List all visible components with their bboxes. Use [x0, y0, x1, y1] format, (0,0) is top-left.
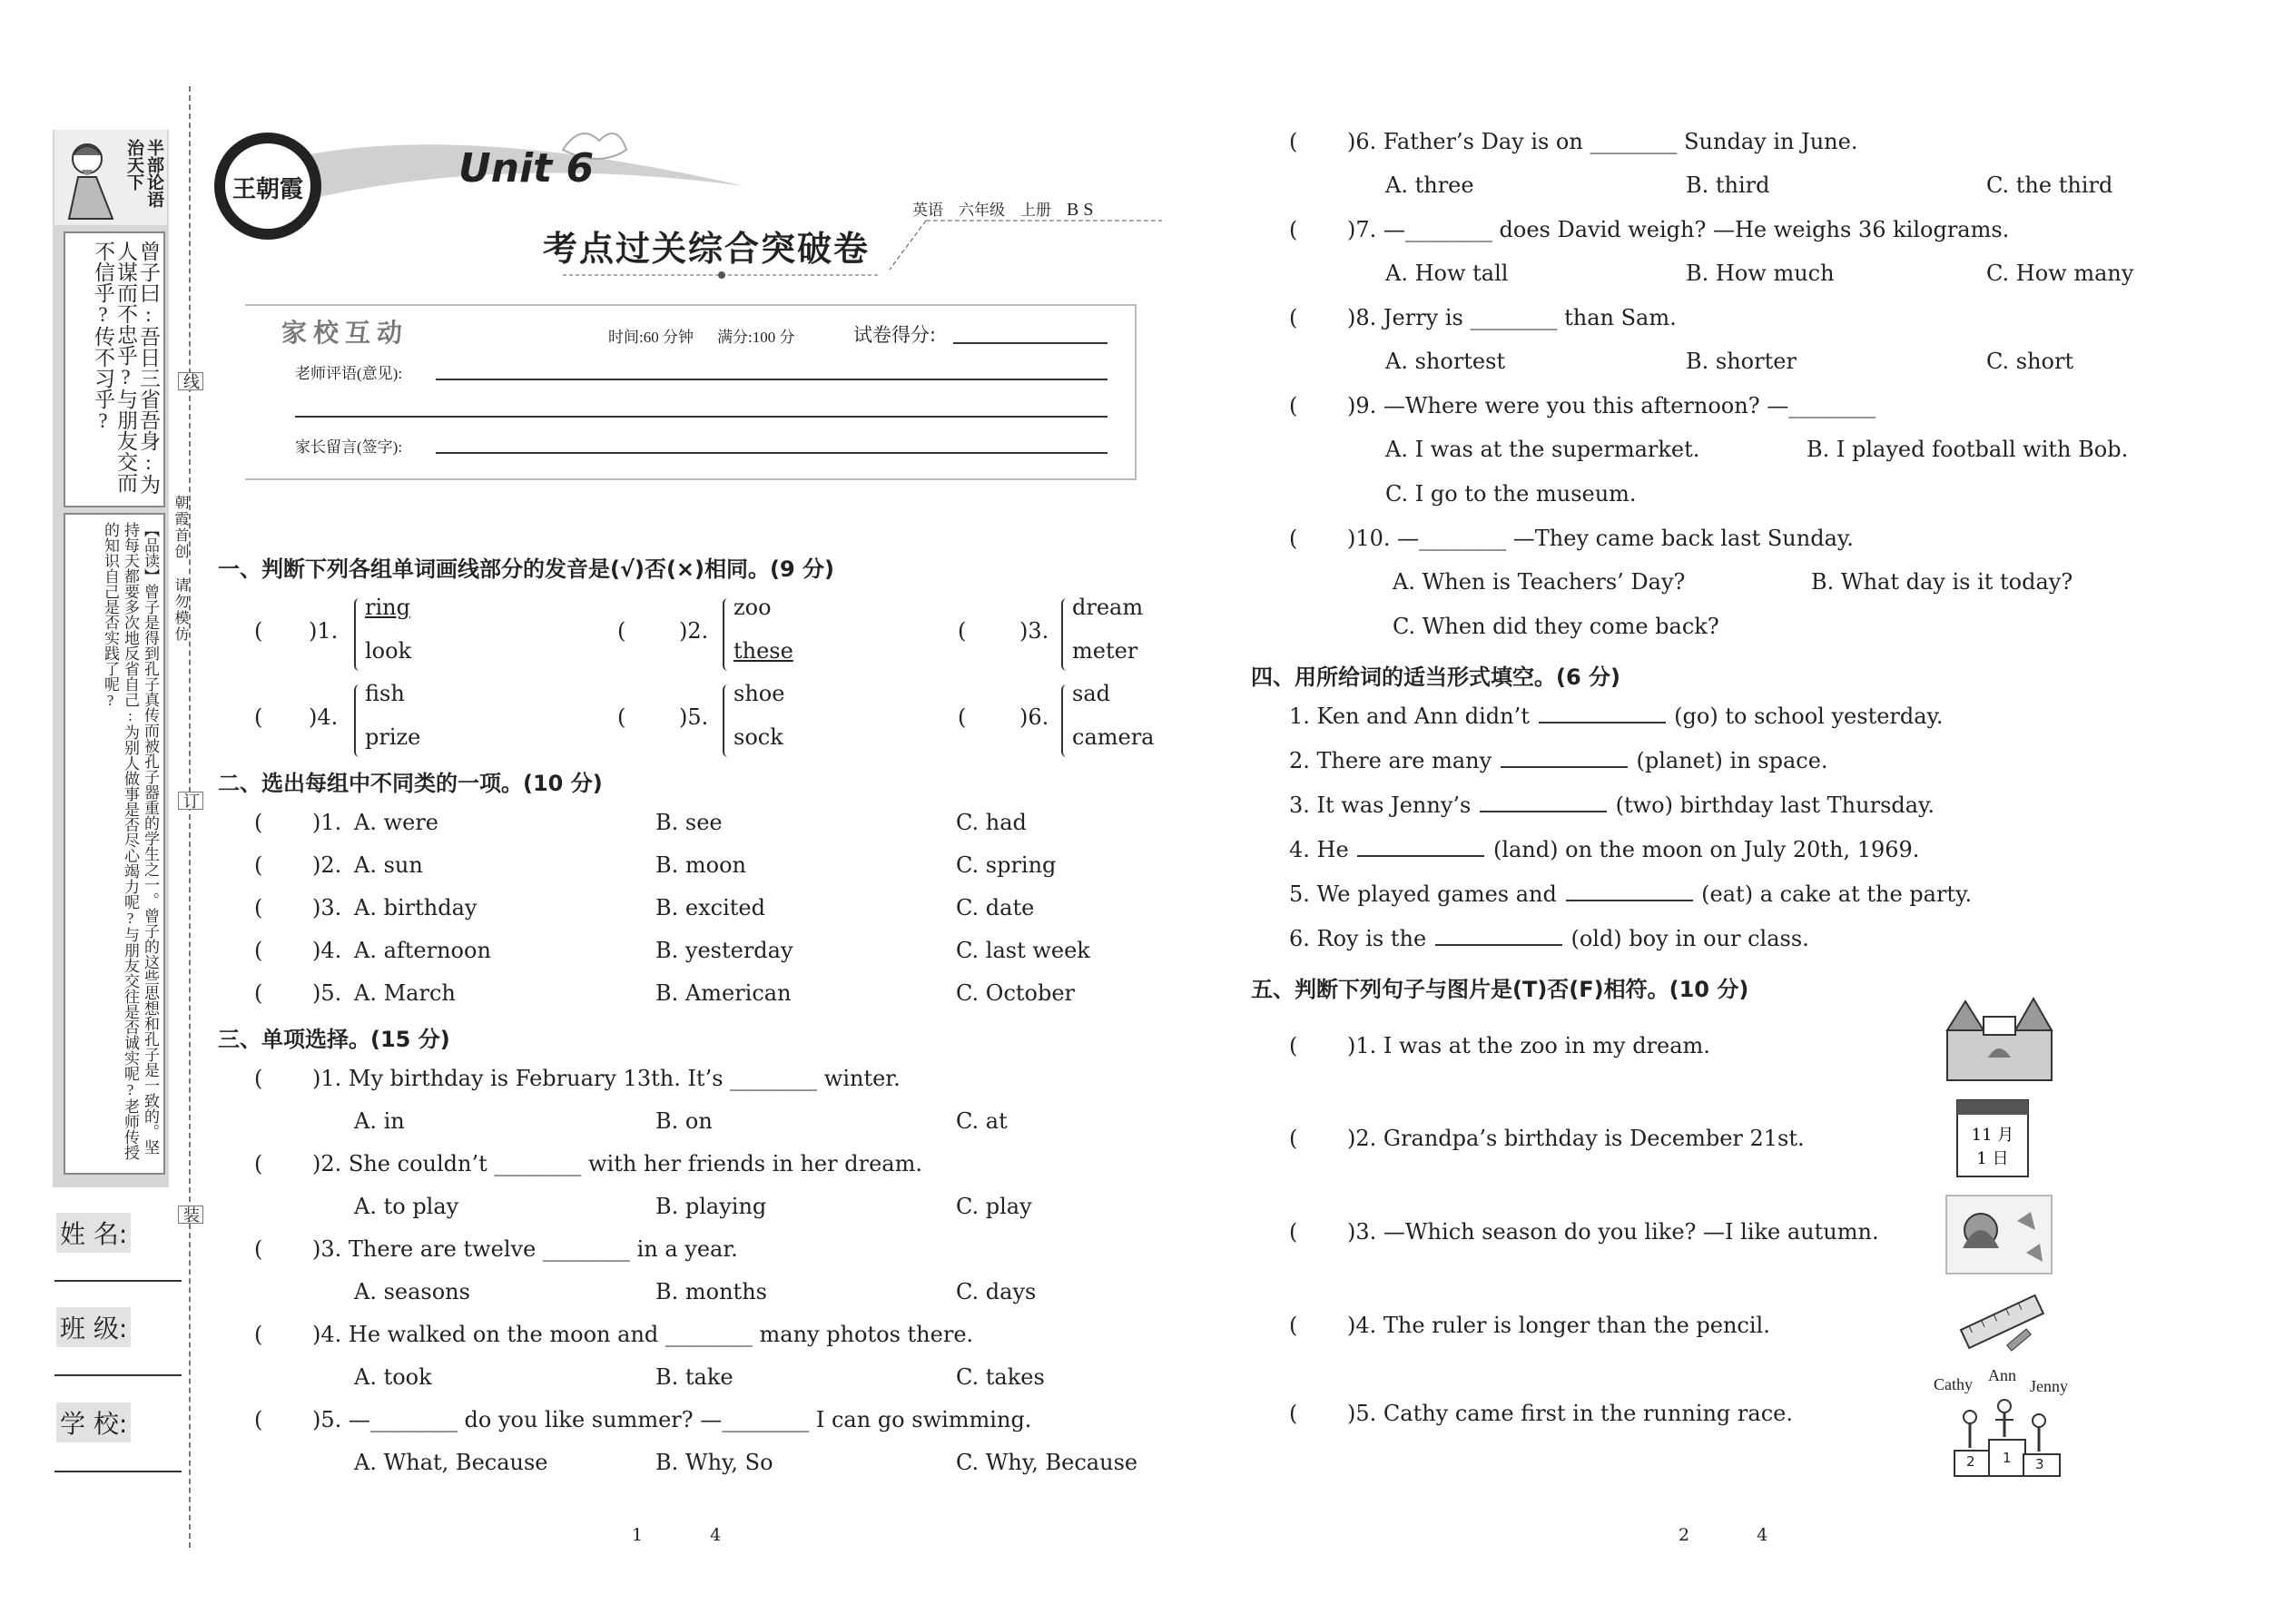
word-2: these — [733, 638, 793, 664]
autumn-picture-icon — [1944, 1194, 2053, 1275]
s4-item-5[interactable] — [1289, 881, 1972, 907]
word-1: shoe — [733, 681, 785, 706]
option-c: C. takes — [956, 1364, 1045, 1390]
option-c: C. short — [1986, 349, 2074, 374]
section1-title: 一、判断下列各组单词画线部分的发音是(√)否(×)相同。(9 分) — [218, 556, 834, 582]
answer-paren: ( — [254, 810, 263, 835]
option-c: C. Why, Because — [956, 1450, 1138, 1475]
s3-q6[interactable] — [1289, 129, 2197, 202]
tag-edition: B S — [1067, 200, 1094, 220]
question-text: )3. There are twelve ________ in a year. — [312, 1236, 738, 1262]
item-suffix: to school yesterday. — [1725, 704, 1944, 729]
option-a: A. March — [354, 980, 456, 1006]
answer-paren: ( — [254, 1322, 263, 1347]
podium-name-jenny: Jenny — [2030, 1377, 2068, 1395]
item-number: )4. — [312, 938, 342, 963]
option-a: A. three — [1385, 172, 1474, 198]
word-1: sad — [1072, 681, 1110, 706]
s3-q10[interactable] — [1289, 526, 2197, 644]
question-text: )1. My birthday is February 13th. It’s ________ winter. — [312, 1066, 901, 1091]
home-school-box — [245, 304, 1148, 490]
question-text: )1. I was at the zoo in my dream. — [1347, 1033, 1710, 1058]
item-prefix: 5. We played games and — [1289, 881, 1557, 907]
class-field-line[interactable] — [54, 1374, 182, 1376]
answer-paren: ( — [1289, 1219, 1298, 1245]
item-prefix: 3. It was Jenny’s — [1289, 792, 1472, 818]
sidebar-quote: 曾子曰:吾日三省吾身:为人谋而不忠乎?与朋友交而不信乎?传不习乎? — [92, 241, 160, 495]
small-motto: 半部论语治天下 — [124, 139, 163, 208]
left-unit: 4 — [710, 1525, 722, 1545]
s2-row-2[interactable] — [254, 852, 1162, 881]
option-c: C. October — [956, 980, 1076, 1006]
hsi-label: 家 校 互 动 — [281, 320, 403, 348]
item-hint: (two) — [1615, 792, 1673, 818]
s4-item-1[interactable] — [1289, 704, 1944, 729]
section4-title: 四、用所给词的适当形式填空。(6 分) — [1251, 664, 1620, 690]
subtitle-underline — [554, 261, 890, 289]
class-field-label: 班 级: — [56, 1307, 131, 1347]
time-label: 时间:60 分钟 — [608, 329, 694, 346]
section5-title: 五、判断下列句子与图片是(T)否(F)相符。(10 分) — [1251, 977, 1749, 1002]
calendar-day: 1 日 — [1976, 1149, 2009, 1168]
option-b: B. on — [655, 1108, 713, 1134]
answer-paren: ( — [254, 1407, 263, 1432]
option-b: B. American — [655, 980, 792, 1006]
s3-q4[interactable] — [254, 1322, 1162, 1394]
item-suffix: birthday last Thursday. — [1679, 792, 1935, 818]
answer-paren: ( — [617, 704, 626, 730]
sidebar-reading: 【品读】曾子是得到孔子真传而被孔子器重的学生之一。曾子的这些思想和孔子是一致的。坚持每天都要多次地反省自己:为别人做事是否尽心竭力呢?与朋友交往是否诚实呢?老师传授的知识自己是否实践了呢? — [102, 522, 159, 1160]
item-number: )4. — [309, 704, 339, 730]
copyright-note: 朝霞首创 请勿模仿 — [172, 495, 188, 643]
answer-blank[interactable] — [1566, 900, 1693, 901]
answer-paren: ( — [617, 618, 626, 644]
option-c: C. I go to the museum. — [1385, 481, 1637, 507]
item-hint: (land) — [1492, 837, 1559, 862]
option-c: C. How many — [1986, 261, 2134, 286]
item-prefix: 6. Roy is the — [1289, 926, 1427, 951]
score-label: 满分:100 分 — [717, 329, 795, 346]
option-a: A. How tall — [1385, 261, 1509, 286]
option-a: A. shortest — [1385, 349, 1506, 374]
option-b: B. playing — [655, 1194, 767, 1219]
question-text: )10. —________ —They came back last Sunday. — [1347, 526, 1854, 551]
podium-place-1: 1 — [2003, 1450, 2012, 1466]
option-a: A. in — [354, 1108, 405, 1134]
s2-row-5[interactable] — [254, 980, 1162, 1009]
option-a: A. sun — [354, 852, 423, 878]
answer-blank[interactable] — [1357, 855, 1484, 857]
calendar-picture-icon — [1952, 1089, 2033, 1180]
answer-paren: ( — [254, 895, 263, 920]
podium-first — [1988, 1439, 2026, 1477]
item-number: )2. — [312, 852, 342, 878]
left-page-number — [632, 1525, 721, 1545]
podium-name-cathy: Cathy — [1934, 1375, 1973, 1393]
option-a: A. were — [354, 810, 439, 835]
sidebar-reading-box — [64, 513, 165, 1175]
word-1: zoo — [733, 595, 772, 620]
option-b: B. shorter — [1686, 349, 1797, 374]
item-suffix: on the moon on July 20th, 1969. — [1565, 837, 1920, 862]
item-suffix: a cake at the party. — [1759, 881, 1973, 907]
option-b: B. excited — [655, 895, 765, 920]
option-a: A. afternoon — [354, 938, 491, 963]
name-field-label: 姓 名: — [56, 1213, 131, 1253]
option-c: C. When did they come back? — [1393, 614, 1719, 639]
unit-title: Unit 6 — [458, 145, 595, 192]
option-c: C. had — [956, 810, 1027, 835]
confucius-figure-icon — [60, 137, 123, 221]
option-b: B. How much — [1686, 261, 1835, 286]
brace — [723, 684, 733, 757]
school-field-label: 学 校: — [56, 1403, 131, 1442]
teacher-comment-label: 老师评语(意见): — [295, 365, 403, 382]
s2-row-3[interactable] — [254, 895, 1162, 924]
tag-divider — [871, 215, 1171, 279]
answer-paren: ( — [254, 1151, 263, 1176]
answer-paren: ( — [254, 1236, 263, 1262]
answer-blank[interactable] — [1435, 944, 1562, 946]
answer-paren: ( — [1289, 526, 1298, 551]
word-1: fish — [365, 681, 405, 706]
word-1: dream — [1072, 595, 1144, 620]
answer-paren: ( — [1289, 393, 1298, 418]
question-text: )4. He walked on the moon and ________ many photos there. — [312, 1322, 974, 1347]
s2-row-1[interactable] — [254, 810, 1162, 839]
answer-paren: ( — [254, 618, 263, 644]
item-number: )6. — [1019, 704, 1049, 730]
right-page: 2 — [1679, 1525, 1690, 1545]
answer-paren: ( — [1289, 1126, 1298, 1151]
item-number: )5. — [312, 980, 342, 1006]
answer-blank[interactable] — [1539, 722, 1666, 723]
option-c: C. last week — [956, 938, 1090, 963]
option-b: B. I played football with Bob. — [1807, 437, 2129, 462]
s4-item-2[interactable] — [1289, 748, 1828, 773]
option-b: B. Why, So — [655, 1450, 773, 1475]
zoo-picture-icon — [1943, 994, 2056, 1085]
brace — [1061, 598, 1072, 671]
option-a: A. to play — [354, 1194, 459, 1219]
item-number: )2. — [679, 618, 709, 644]
option-b: B. months — [655, 1279, 767, 1304]
exam-score-label: 试卷得分: — [853, 324, 937, 346]
s4-item-3[interactable] — [1289, 792, 1935, 818]
option-b: B. take — [655, 1364, 733, 1390]
word-2: prize — [365, 724, 421, 750]
answer-paren: ( — [1289, 1401, 1298, 1426]
right-unit: 4 — [1757, 1525, 1768, 1545]
question-text: )3. —Which season do you like? —I like autumn. — [1347, 1219, 1879, 1245]
s3-q1[interactable] — [254, 1066, 1162, 1138]
item-number: )1. — [312, 810, 342, 835]
option-a: A. I was at the supermarket. — [1385, 437, 1700, 462]
answer-paren: ( — [958, 618, 967, 644]
teacher-comment-line-2[interactable] — [295, 416, 1108, 418]
exam-score-line[interactable] — [953, 342, 1108, 344]
question-text: )8. Jerry is ________ than Sam. — [1347, 305, 1677, 330]
option-a: A. took — [354, 1364, 432, 1390]
tag-term: 上册 — [1020, 202, 1051, 219]
answer-paren: ( — [254, 1066, 263, 1091]
question-text: )2. Grandpa’s birthday is December 21st. — [1347, 1126, 1805, 1151]
option-b: B. moon — [655, 852, 747, 878]
option-c: C. at — [956, 1108, 1008, 1134]
answer-paren: ( — [254, 938, 263, 963]
cut-mark-bind: 订 — [178, 792, 203, 810]
s4-item-6[interactable] — [1289, 926, 1809, 951]
cut-mark-line: 线 — [178, 372, 203, 390]
option-b: B. What day is it today? — [1811, 569, 2073, 595]
calendar-month: 11 月 — [1971, 1126, 2014, 1145]
podium-picture — [1934, 1366, 2079, 1480]
podium-second — [1954, 1450, 1992, 1477]
option-b: B. third — [1686, 172, 1770, 198]
parent-note-line[interactable] — [436, 452, 1108, 454]
podium-place-2: 2 — [1966, 1453, 1975, 1470]
exam-subtitle: 考点过关综合突破卷 — [543, 231, 871, 269]
brace — [354, 598, 365, 671]
brace — [354, 684, 365, 757]
question-text: )7. —________ does David weigh? —He weighs 36 kilograms. — [1347, 217, 2010, 242]
answer-paren: ( — [1289, 1033, 1298, 1058]
answer-blank[interactable] — [1501, 766, 1628, 768]
question-text: )5. Cathy came first in the running race. — [1347, 1401, 1793, 1426]
item-suffix: boy in our class. — [1629, 926, 1809, 951]
option-a: A. What, Because — [354, 1450, 548, 1475]
cut-line — [189, 86, 191, 1548]
item-hint: (go) — [1674, 704, 1718, 729]
item-suffix: in space. — [1729, 748, 1828, 773]
answer-paren: ( — [1289, 305, 1298, 330]
option-a: A. birthday — [354, 895, 478, 920]
answer-paren: ( — [1289, 217, 1298, 242]
question-text: )6. Father’s Day is on ________ Sunday in June. — [1347, 129, 1858, 154]
brace — [723, 598, 733, 671]
answer-paren: ( — [1289, 1313, 1298, 1338]
item-prefix: 1. Ken and Ann didn’t — [1289, 704, 1530, 729]
item-number: )1. — [309, 618, 339, 644]
answer-paren: ( — [1289, 129, 1298, 154]
item-hint: (old) — [1570, 926, 1622, 951]
option-b: B. yesterday — [655, 938, 793, 963]
sidebar-quote-box — [64, 231, 165, 507]
s3-q5[interactable] — [254, 1407, 1162, 1480]
logo-seal-inner — [223, 142, 312, 231]
s3-q3[interactable] — [254, 1236, 1162, 1309]
option-c: C. spring — [956, 852, 1057, 878]
item-number: )3. — [312, 895, 342, 920]
word-2: meter — [1072, 638, 1138, 664]
section3-title: 三、单项选择。(15 分) — [218, 1027, 450, 1052]
answer-paren: ( — [254, 704, 263, 730]
s2-row-4[interactable] — [254, 938, 1162, 967]
item-hint: (eat) — [1701, 881, 1754, 907]
s4-item-4[interactable] — [1289, 837, 1919, 862]
option-a: A. When is Teachers’ Day? — [1393, 569, 1686, 595]
item-number: )3. — [1019, 618, 1049, 644]
school-field-line[interactable] — [54, 1471, 182, 1472]
answer-paren: ( — [254, 980, 263, 1006]
teacher-comment-line[interactable] — [436, 379, 1108, 380]
word-2: sock — [733, 724, 783, 750]
right-page-number — [1679, 1525, 1767, 1545]
item-number: )5. — [679, 704, 709, 730]
question-text: )9. —Where were you this afternoon? —________ — [1347, 393, 1876, 418]
item-prefix: 4. He — [1289, 837, 1349, 862]
option-b: B. see — [655, 810, 723, 835]
option-c: C. days — [956, 1279, 1037, 1304]
word-2: look — [365, 638, 412, 664]
answer-paren: ( — [958, 704, 967, 730]
podium-place-3: 3 — [2035, 1456, 2044, 1472]
logo-text: 王朝霞 — [231, 176, 303, 202]
s3-q8[interactable] — [1289, 305, 2197, 378]
podium-name-ann: Ann — [1988, 1366, 2016, 1384]
tag-subject: 英语 — [912, 202, 943, 219]
word-2: camera — [1072, 724, 1155, 750]
option-c: C. date — [956, 895, 1035, 920]
s3-q7[interactable] — [1289, 217, 2197, 290]
option-c: C. play — [956, 1194, 1032, 1219]
option-a: A. seasons — [354, 1279, 470, 1304]
cut-mark-fold: 装 — [178, 1206, 203, 1224]
sidebar-motto-box — [54, 130, 167, 225]
ruler-pencil-picture-icon — [1952, 1289, 2052, 1362]
word-1: ring — [365, 595, 410, 620]
s3-q2[interactable] — [254, 1151, 1162, 1224]
answer-blank[interactable] — [1480, 811, 1607, 812]
name-field-line[interactable] — [54, 1280, 182, 1282]
section2-title: 二、选出每组中不同类的一项。(10 分) — [218, 771, 603, 796]
question-text: )5. —________ do you like summer? —________ I can go swimming. — [312, 1407, 1032, 1432]
option-c: C. the third — [1986, 172, 2113, 198]
podium-third — [2023, 1453, 2061, 1477]
answer-paren: ( — [254, 852, 263, 878]
question-text: )4. The ruler is longer than the pencil. — [1347, 1313, 1770, 1338]
left-page: 1 — [632, 1525, 644, 1545]
item-prefix: 2. There are many — [1289, 748, 1492, 773]
brace — [1061, 684, 1072, 757]
s3-q9[interactable] — [1289, 393, 2197, 511]
parent-note-label: 家长留言(签字): — [295, 438, 403, 456]
question-text: )2. She couldn’t ________ with her friends in her dream. — [312, 1151, 922, 1176]
item-hint: (planet) — [1636, 748, 1723, 773]
tag-grade: 六年级 — [959, 202, 1005, 219]
